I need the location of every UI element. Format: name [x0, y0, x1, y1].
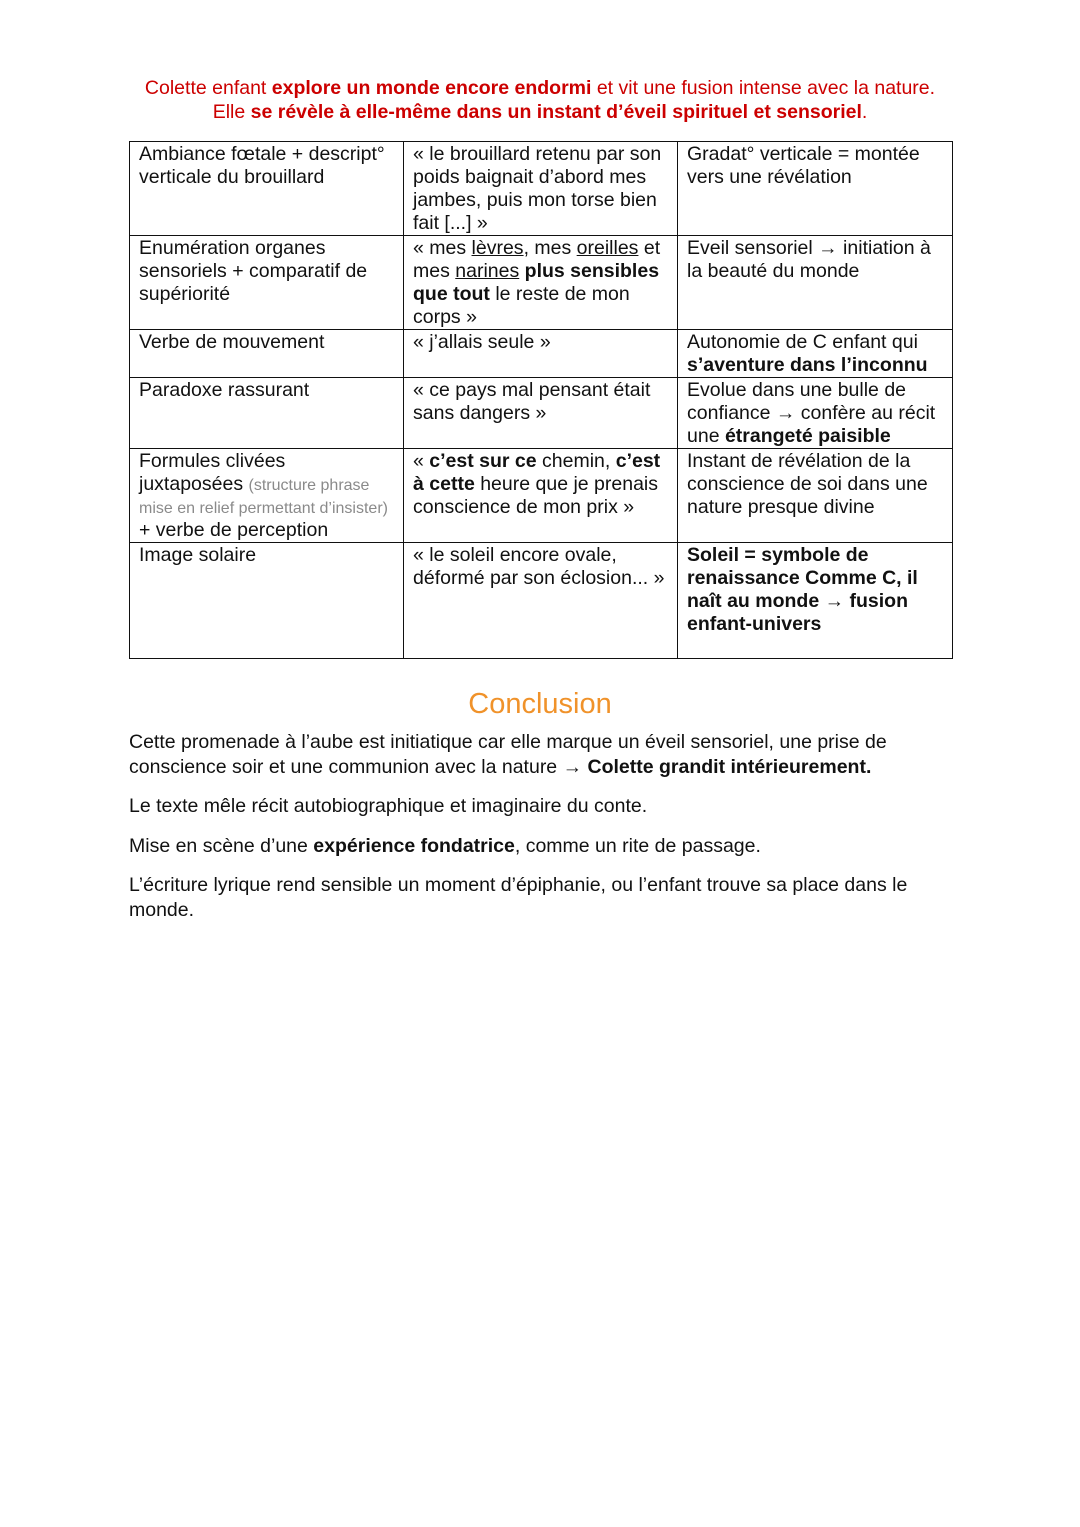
- quote-text: le reste de mon corps »: [413, 283, 630, 328]
- quote-bold: c’est à cette: [413, 450, 661, 495]
- intro-text: Colette enfant: [144, 77, 272, 99]
- table-row: [130, 543, 953, 659]
- quote-text: chemin,: [536, 450, 616, 472]
- intro-summary: [110, 76, 970, 124]
- intro-text: Elle: [212, 101, 251, 123]
- interpretation-bold: s’aventure dans l’inconnu: [687, 354, 928, 376]
- analysis-table: [129, 141, 953, 659]
- quote-text: et mes: [413, 237, 661, 282]
- table-row: [130, 236, 953, 330]
- intro-text: et vit une fusion intense avec la nature.: [591, 77, 936, 99]
- procedure-cell: Verbe de mouvement: [130, 330, 404, 378]
- procedure-cell: Ambiance fœtale + descript° verticale du brouillard: [130, 142, 404, 236]
- quote-text: , mes: [523, 237, 577, 259]
- quote-cell: « le soleil encore ovale, déformé par son éclosion... »: [404, 543, 678, 659]
- conclusion-paragraph: [129, 730, 929, 779]
- interpretation-cell: Gradat° verticale = montée vers une révélation: [678, 142, 953, 236]
- procedure-text: Formules clivées juxtaposées: [139, 450, 286, 495]
- interpretation-cell: [678, 330, 953, 378]
- procedure-note: (structure phrase mise en relief permettant d’insister): [139, 477, 388, 517]
- procedure-cell: [130, 449, 404, 543]
- interpretation-bold: étrangeté paisible: [724, 425, 891, 447]
- intro-text: .: [861, 101, 868, 123]
- interpretation-cell: Eveil sensoriel → initiation à la beauté du monde: [678, 236, 953, 330]
- table-row: [130, 449, 953, 543]
- quote-text: « mes: [413, 237, 472, 259]
- interpretation-text: Evolue dans une bulle de confiance → confère au récit une: [687, 379, 936, 447]
- interpretation-cell: [678, 543, 953, 659]
- table-row: [130, 142, 953, 236]
- procedure-text: + verbe de perception: [139, 519, 329, 541]
- quote-bold: plus sensibles que tout: [413, 260, 660, 305]
- conclusion-paragraph: L’écriture lyrique rend sensible un moment d’épiphanie, ou l’enfant trouve sa place dans le monde.: [129, 874, 908, 921]
- quote-cell: [404, 236, 678, 330]
- quote-text: «: [413, 450, 430, 472]
- quote-cell: [404, 449, 678, 543]
- conclusion-text: Cette promenade à l’aube est initiatique car elle marque un éveil sensoriel, une prise de conscience soir et une communion avec la nature →: [129, 731, 887, 778]
- interpretation-cell: [678, 378, 953, 449]
- table-row: [130, 330, 953, 378]
- procedure-cell: Image solaire: [130, 543, 404, 659]
- table-row: [130, 378, 953, 449]
- quote-cell: « j’allais seule »: [404, 330, 678, 378]
- interpretation-cell: Instant de révélation de la conscience de soi dans une nature presque divine: [678, 449, 953, 543]
- quote-text: heure que je prenais conscience de mon prix »: [413, 473, 659, 518]
- interpretation-text: Autonomie de C enfant qui: [687, 331, 918, 353]
- conclusion-bold: expérience fondatrice: [313, 834, 515, 857]
- conclusion-paragraph: [129, 834, 929, 859]
- conclusion-text: , comme un rite de passage.: [514, 834, 761, 857]
- conclusion-heading: Conclusion: [468, 688, 612, 720]
- conclusion-body: [129, 730, 929, 937]
- quote-cell: « ce pays mal pensant était sans dangers »: [404, 378, 678, 449]
- intro-emphasis: explore un monde encore endormi: [271, 77, 592, 99]
- quote-underlined: oreilles: [576, 237, 639, 259]
- intro-emphasis: se révèle à elle-même dans un instant d’éveil spirituel et sensoriel: [250, 101, 862, 123]
- quote-underlined: lèvres: [471, 237, 524, 259]
- conclusion-bold: Colette grandit intérieurement.: [587, 755, 872, 778]
- procedure-cell: Paradoxe rassurant: [130, 378, 404, 449]
- conclusion-text: Mise en scène d’une: [129, 834, 314, 857]
- quote-underlined: narines: [455, 260, 520, 282]
- quote-bold: c’est sur ce: [429, 450, 537, 472]
- procedure-cell: Enumération organes sensoriels + comparatif de supériorité: [130, 236, 404, 330]
- conclusion-paragraph: Le texte mêle récit autobiographique et imaginaire du conte.: [129, 795, 648, 817]
- interpretation-bold: Soleil = symbole de renaissance Comme C, il naît au monde → fusion enfant-univers: [687, 544, 918, 635]
- quote-cell: « le brouillard retenu par son poids baignait d’abord mes jambes, puis mon torse bien fait [...] »: [404, 142, 678, 236]
